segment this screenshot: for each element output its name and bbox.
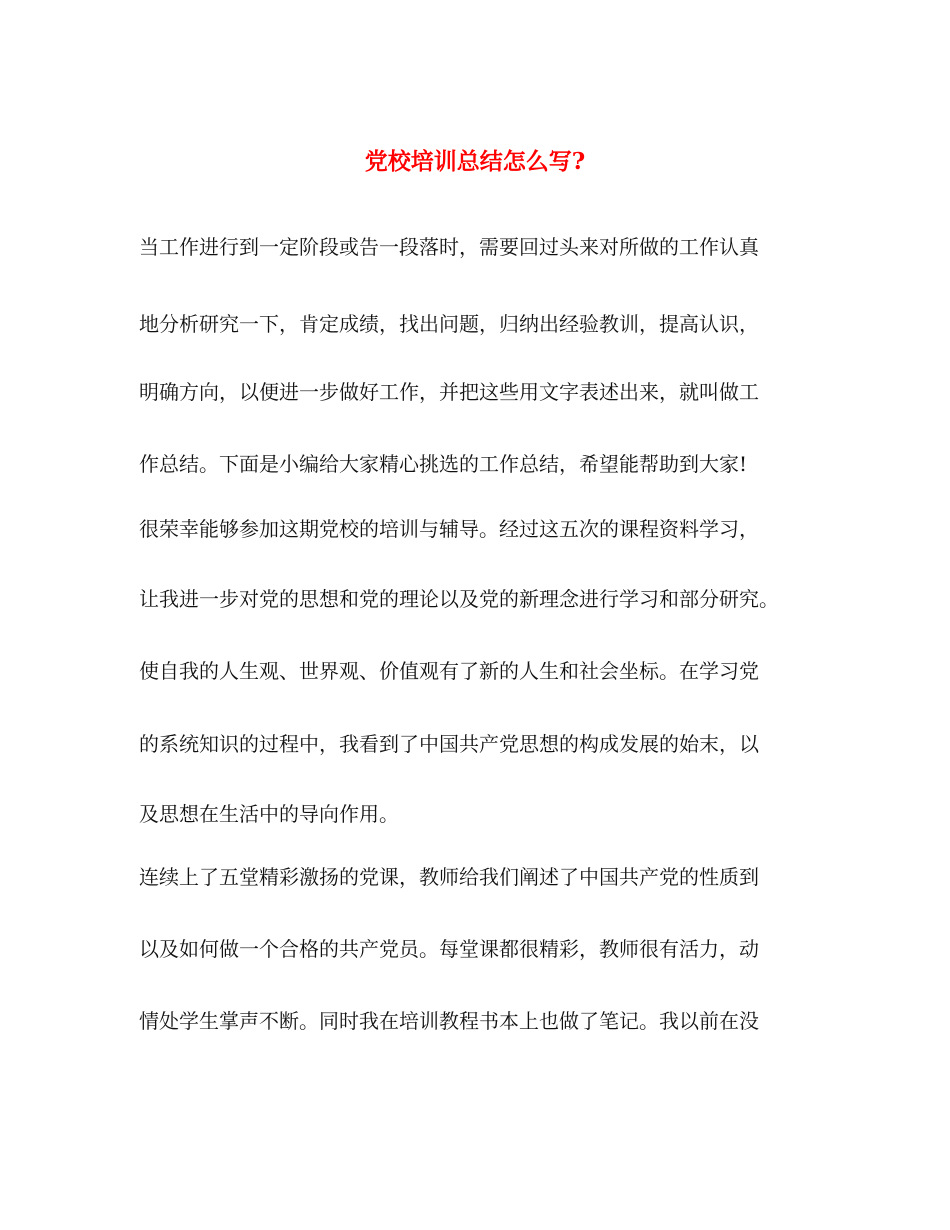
body-line: 连续上了五堂精彩激扬的党课，教师给我们阐述了中国共产党的性质到 xyxy=(139,865,759,889)
document-title: 党校培训总结怎么写? xyxy=(364,148,586,175)
body-line: 很荣幸能够参加这期党校的培训与辅导。经过这五次的课程资料学习， xyxy=(139,517,759,541)
body-line: 及思想在生活中的导向作用。 xyxy=(139,802,399,826)
body-line: 让我进一步对党的思想和党的理论以及党的新理念进行学习和部分研究。 xyxy=(139,587,779,611)
body-line: 明确方向，以便进一步做好工作，并把这些用文字表述出来，就叫做工 xyxy=(139,380,759,404)
body-line: 当工作进行到一定阶段或告一段落时，需要回过头来对所做的工作认真 xyxy=(139,235,759,259)
body-line: 作总结。下面是小编给大家精心挑选的工作总结，希望能帮助到大家! xyxy=(139,452,748,476)
body-line: 使自我的人生观、世界观、价值观有了新的人生和社会坐标。在学习党 xyxy=(139,659,759,683)
body-line: 情处学生掌声不断。同时我在培训教程书本上也做了笔记。我以前在没 xyxy=(139,1009,759,1033)
body-line: 地分析研究一下，肯定成绩，找出问题，归纳出经验教训，提高认识， xyxy=(139,312,759,336)
body-line: 的系统知识的过程中，我看到了中国共产党思想的构成发展的始末，以 xyxy=(139,732,759,756)
body-line: 以及如何做一个合格的共产党员。每堂课都很精彩，教师很有活力，动 xyxy=(139,937,759,961)
